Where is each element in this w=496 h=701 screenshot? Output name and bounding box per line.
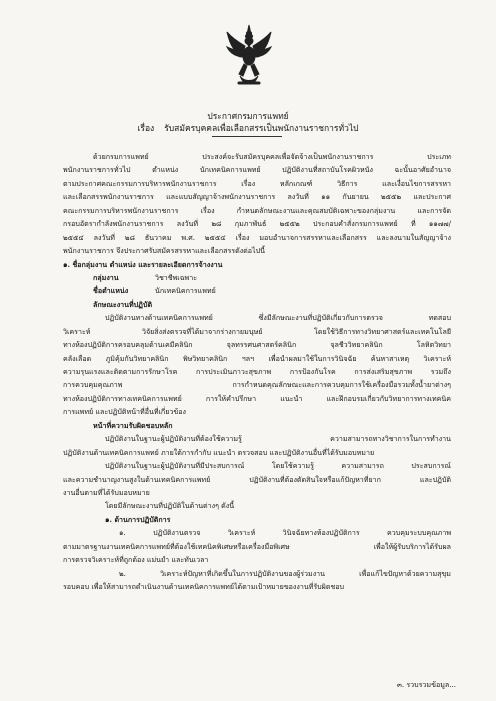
work-nature-heading: ลักษณะงานที่ปฏิบัติ (93, 299, 153, 309)
intro-line: และเลือกสรรพนักงานราชการ และแบบสัญญาจ้างพนักงานราชการ ลงวันที่ ๑๑ กันยายน ๒๕๕๒ และประกาศ (63, 192, 451, 202)
position-label: ชื่อตำแหน่ง (93, 286, 129, 296)
work-nature-line: ความรุนแรงและติดตามการรักษาโรค การประเมินภาวะสุขภาพ การป้องกันโรค การส่งเสริมสุขภาพ รวมถึง (63, 367, 451, 376)
intro-line: กรอบอัตรากำลังพนักงานราชการ ลงวันที่ ๒๘ กุมภาพันธ์ ๒๕๕๒ ประกอบคำสั่งกรมการแพทย์ ที่ ๑๑๗๗/ (63, 219, 451, 229)
intro-line: พนักงานราชการ จึงประกาศรับสมัครสรรหาและเลือกสรรดังต่อไปนี้ (63, 246, 265, 256)
document-body (63, 150, 451, 593)
section-1-title: ๑. ชื่อกลุ่มงาน ตำแหน่ง และรายละเอียดการจ้างงาน (63, 259, 223, 269)
work-nature-line: ทางห้องปฏิบัติการทางเทคนิคการแพทย์ การให้คำปรึกษา แนะนำ และฝึกอบรมเกี่ยวกับวิทยาการทางเทคนิค (63, 393, 451, 403)
announcement-org: ประกาศกรมการแพทย์ (207, 112, 289, 122)
duties-line: และความชำนาญงานสูงในด้านเทคนิคการแพทย์ ปฏิบัติงานที่ต้องตัดสินใจหรือแก้ปัญหาที่ยาก และปฏิบัติ (63, 474, 451, 484)
intro-line: ตามประกาศคณะกรรมการบริหารพนักงานราชการ เรื่อง หลักเกณฑ์ วิธีการ และเงื่อนไขการสรรหา (63, 178, 451, 188)
group-row (63, 271, 451, 284)
subject-label: เรื่อง (137, 124, 155, 134)
operations-line: ๒. วิเคราะห์ปัญหาที่เกิดขึ้นในการปฏิบัติงานของผู้ร่วมงาน เพื่อแก้ไขปัญหาด้วยความสุขุม (119, 568, 451, 578)
operations-line: รอบคอบ เพื่อให้สามารถดำเนินงานด้านเทคนิคการแพทย์ได้ตามเป้าหมายของงานที่รับผิดชอบ (63, 582, 345, 591)
header-divider (212, 136, 282, 137)
duties-heading: หน้าที่ความรับผิดชอบหลัก (93, 420, 173, 430)
duties-line: ปฏิบัติงานด้านเทคนิคการแพทย์ ภายใต้การกำกับ แนะนำ ตรวจสอบ และปฏิบัติงานอื่นที่ได้รับมอบหมาย (63, 447, 375, 457)
operations-line: การตรวจวิเคราะห์ที่ถูกต้อง แม่นยำ และทันเวลา (63, 555, 209, 565)
subsection-operations-title: ๑. ด้านการปฏิบัติการ (105, 514, 171, 524)
group-value: วิชาชีพเฉพาะ (155, 272, 197, 282)
group-label: กลุ่มงาน (93, 272, 119, 282)
duties-line: โดยมีลักษณะงานที่ปฏิบัติในด้านต่างๆ ดังนี้ (105, 501, 235, 511)
work-nature-line: การควบคุมคุณภาพ การกำหนดคุณลักษณะและการควบคุมการใช้เครื่องมือรวมทั้งน้ำยาต่างๆ (63, 380, 451, 390)
operations-line: ตามมาตรฐานงานเทคนิคการแพทย์ที่ต้องใช้เทคนิคพิเศษหรือเครื่องมือพิเศษ เพื่อให้ผู้รับบริการได้รับผล (63, 541, 451, 551)
intro-line: คณะกรรมการบริหารพนักงานราชการ เรื่อง กำหนดลักษณะงานและคุณสมบัติเฉพาะของกลุ่มงาน และการจัด (63, 205, 451, 215)
subject-text: รับสมัครบุคคลเพื่อเลือกสรรเป็นพนักงานราชการทั่วไป (164, 124, 359, 134)
position-value: นักเทคนิคการแพทย์ (155, 286, 216, 296)
announcement-subject (0, 121, 496, 135)
position-row (63, 284, 451, 297)
work-nature-line: ทางห้องปฏิบัติการครอบคลุมด้านเคมีคลินิก จุลทรรศนศาสตร์คลินิก จุลชีววิทยาคลินิก โลหิตวิทยา (63, 340, 451, 350)
work-nature-line: วิเคราะห์ วิจัยสิ่งส่งตรวจที่ได้มาจากร่างกายมนุษย์ โดยใช้วิธีการทางวิทยาศาสตร์และเทคโนโลยี (63, 326, 451, 336)
work-nature-line: ปฏิบัติงานทางด้านเทคนิคการแพทย์ ซึ่งมีลักษณะงานที่ปฏิบัติเกี่ยวกับการตรวจ ทดสอบ (105, 313, 451, 323)
intro-line: พนักงานราชการทั่วไป ตำแหน่ง นักเทคนิคการแพทย์ ปฏิบัติงานที่สถาบันโรคผิวหนัง ฉะนั้นอาศัยอำนาจ (63, 165, 451, 175)
garuda-emblem-icon (226, 24, 272, 88)
work-nature-line: การแพทย์ และปฏิบัติหน้าที่อื่นที่เกี่ยวข้อง (63, 407, 186, 417)
duties-line: งานอื่นตามที่ได้รับมอบหมาย (63, 487, 150, 497)
page-continuation: ๓. รวบรวมข้อมูล... (396, 680, 456, 689)
operations-line: ๑. ปฏิบัติงานตรวจ วิเคราะห์ วินิจฉัยทางห้องปฏิบัติการ ควบคุมระบบคุณภาพ (119, 528, 451, 538)
work-nature-line: คลังเลือด ภูมิคุ้มกันวิทยาคลินิก พิษวิทยาคลินิก ฯลฯ เพื่อนำผลมาใช้ในการวินิจฉัย ค้นหาสาเหตุ วิเคราะห์ (63, 353, 451, 363)
duties-line: ปฏิบัติงานในฐานะผู้ปฏิบัติงานที่ต้องใช้ความรู้ ความสามารถทางวิชาการในการทำงาน (105, 434, 451, 444)
intro-line: ๒๕๕๔ ลงวันที่ ๒๘ ธันวาคม พ.ศ. ๒๕๕๔ เรื่อง มอบอำนาจการสรรหาและเลือกสรร และลงนามในสัญญาจ้าง (63, 232, 451, 242)
intro-line: ด้วยกรมการแพทย์ ประสงค์จะรับสมัครบุคคลเพื่อจัดจ้างเป็นพนักงานราชการ ประเภท (93, 152, 451, 161)
duties-line: ปฏิบัติงานในฐานะผู้ปฏิบัติงานที่มีประสบการณ์ โดยใช้ความรู้ ความสามารถ ประสบการณ์ (105, 461, 451, 471)
